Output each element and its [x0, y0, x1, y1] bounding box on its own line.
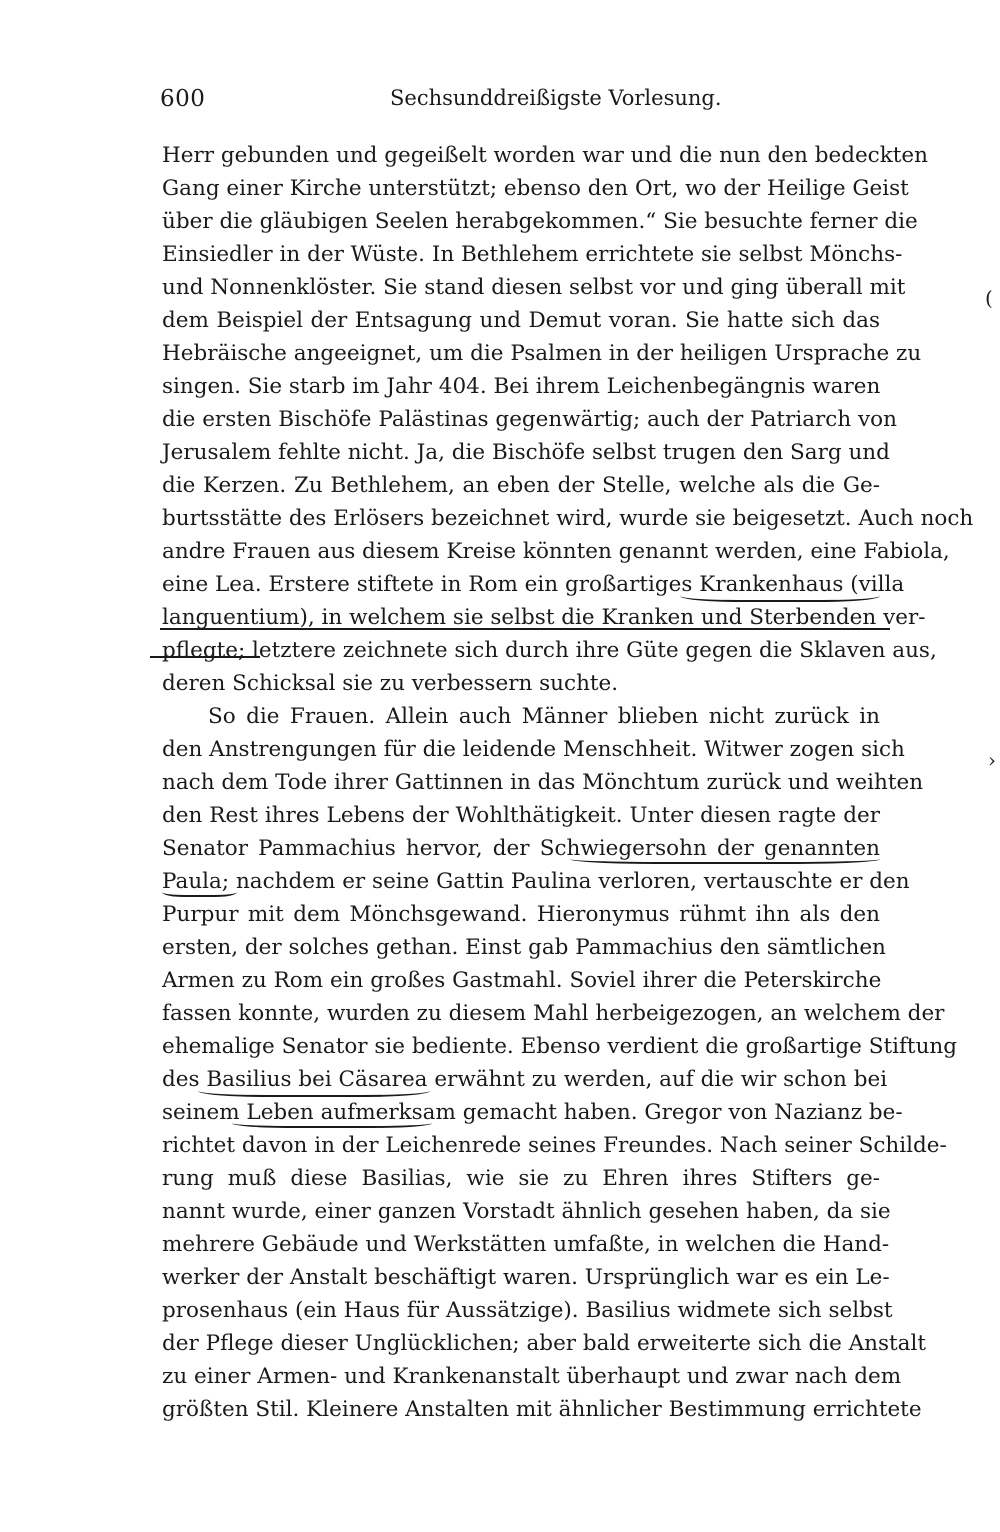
handwritten-underline [162, 889, 237, 897]
margin-mark: › [988, 748, 996, 772]
text-line: den Rest ihres Lebens der Wohlthätigkeit. Unter diesen ragte der [162, 803, 880, 828]
text-line: und Nonnenklöster. Sie stand diesen selbst vor und ging überall mit [162, 275, 906, 300]
text-line: den Anstrengungen für die leidende Menschheit. Witwer zogen sich [162, 737, 905, 762]
text-line: Gang einer Kirche unterstützt; ebenso den Ort, wo der Heilige Geist [162, 176, 909, 201]
text-line: mehrere Gebäude und Werkstätten umfaßte, in welchen die Hand- [162, 1232, 890, 1257]
text-line: die ersten Bischöfe Palästinas gegenwärtig; auch der Patriarch von [162, 407, 897, 432]
text-line: Herr gebunden und gegeißelt worden war und die nun den bedeckten [162, 143, 928, 168]
text-line: nannt wurde, einer ganzen Vorstadt ähnlich gesehen haben, da sie [162, 1199, 891, 1224]
handwritten-underline [570, 856, 880, 864]
margin-mark: ( [985, 286, 993, 310]
text-line: der Pflege dieser Unglücklichen; aber bald erweiterte sich die Anstalt [162, 1331, 927, 1356]
text-line: zu einer Armen- und Krankenanstalt überhaupt und zwar nach dem [162, 1364, 902, 1389]
text-line: über die gläubigen Seelen herabgekommen.“ Sie besuchte ferner die [162, 209, 918, 234]
handwritten-underline [150, 650, 260, 658]
text-line: des Basilius bei Cäsarea erwähnt zu werden, auf die wir schon bei [162, 1067, 888, 1092]
text-line: andre Frauen aus diesem Kreise könnten genannt werden, eine Fabiola, [162, 539, 950, 564]
text-line: größten Stil. Kleinere Anstalten mit ähnlicher Bestimmung errichtete [162, 1397, 922, 1422]
text-line: ersten, der solches gethan. Einst gab Pammachius den sämtlichen [162, 935, 886, 960]
text-line: fassen konnte, wurden zu diesem Mahl herbeigezogen, an welchem der [162, 1001, 945, 1026]
text-line: pflegte; letztere zeichnete sich durch ihre Güte gegen die Sklaven aus, [162, 638, 937, 663]
text-line: burtsstätte des Erlösers bezeichnet wird, wurde sie beigesetzt. Auch noch [162, 506, 974, 531]
text-line: werker der Anstalt beschäftigt waren. Ursprünglich war es ein Le- [162, 1265, 890, 1290]
running-head: Sechsunddreißigste Vorlesung. [390, 86, 722, 110]
text-line: Paula; nachdem er seine Gattin Paulina verloren, vertauschte er den [162, 869, 910, 894]
text-line: Armen zu Rom ein großes Gastmahl. Soviel ihrer die Peterskirche [162, 968, 882, 993]
text-line: Einsiedler in der Wüste. In Bethlehem errichtete sie selbst Mönchs- [162, 242, 903, 267]
text-line: Hebräische angeeignet, um die Psalmen in der heiligen Ursprache zu [162, 341, 922, 366]
handwritten-underline [680, 592, 880, 602]
text-line: Jerusalem fehlte nicht. Ja, die Bischöfe selbst trugen den Sarg und [162, 440, 890, 465]
text-line: die Kerzen. Zu Bethlehem, an eben der Stelle, welche als die Ge- [162, 473, 880, 498]
text-line: nach dem Tode ihrer Gattinnen in das Mönchtum zurück und weihten [162, 770, 924, 795]
text-line: Purpur mit dem Mönchsgewand. Hieronymus rühmt ihn als den [162, 902, 880, 927]
handwritten-underline [232, 1120, 432, 1128]
text-line: prosenhaus (ein Haus für Aussätzige). Basilius widmete sich selbst [162, 1298, 893, 1323]
page-number: 600 [160, 86, 206, 112]
text-line: singen. Sie starb im Jahr 404. Bei ihrem Leichenbegängnis waren [162, 374, 881, 399]
text-line: So die Frauen. Allein auch Männer blieben nicht zurück in [208, 704, 880, 729]
text-line: seinem Leben aufmerksam gemacht haben. Gregor von Nazianz be- [162, 1100, 903, 1125]
text-line: richtet davon in der Leichenrede seines Freundes. Nach seiner Schilde- [162, 1133, 947, 1158]
text-line: deren Schicksal sie zu verbessern suchte. [162, 671, 619, 696]
handwritten-underline [198, 1087, 430, 1097]
handwritten-underline [160, 622, 890, 630]
text-line: Senator Pammachius hervor, der Schwiegersohn der genannten [162, 836, 880, 861]
text-line: rung muß diese Basilias, wie sie zu Ehren ihres Stifters ge- [162, 1166, 880, 1191]
text-line: dem Beispiel der Entsagung und Demut voran. Sie hatte sich das [162, 308, 880, 333]
page-header [160, 86, 880, 122]
text-line: eine Lea. Erstere stiftete in Rom ein großartiges Krankenhaus (villa [162, 572, 905, 597]
text-line: ehemalige Senator sie bediente. Ebenso verdient die großartige Stiftung [162, 1034, 958, 1059]
text-line: languentium), in welchem sie selbst die Kranken und Sterbenden ver- [162, 605, 926, 630]
